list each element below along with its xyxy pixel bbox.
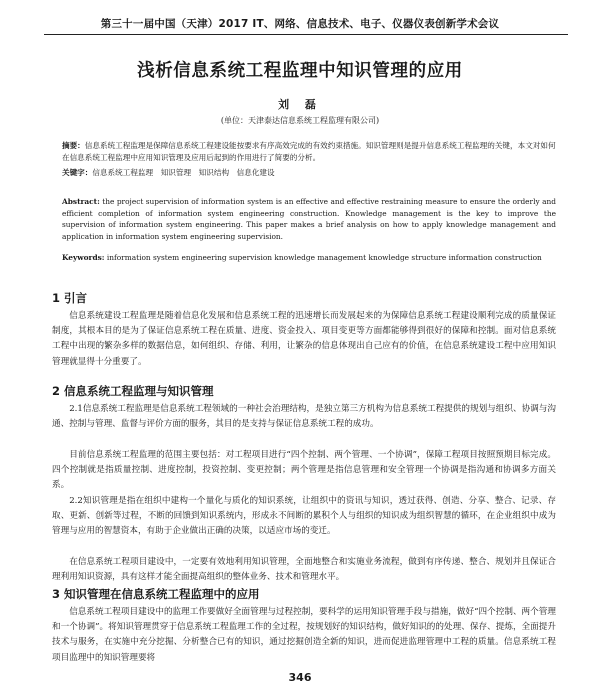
abstract-en-label: Abstract: <box>62 197 100 206</box>
keywords-cn-text: 信息系统工程监理 知识管理 知识结构 信息化建设 <box>92 168 275 177</box>
abstract-cn <box>62 140 556 164</box>
abstract-en-text: the project supervision of information system is an effective and effective restraining measure to ensure the orderly and efficient completion of information system engineering construction. Knowledge management is the key to improve the supervision of information system engineering. This paper makes a brief analysis on how to apply knowledge management and application in information system engineering supervision. <box>62 197 556 241</box>
section-2-paragraph-4: 在信息系统工程项目建设中，一定要有效地利用知识管理，全面地整合和实施业务流程，做到有序传递、整合、规划并且保证合理利用知识资源，具有这样才能全面提高组织的整体业务、技术和管理水平。 <box>52 557 556 583</box>
section-1-heading: 1 引言 <box>52 291 88 305</box>
page-number: 346 <box>288 671 312 684</box>
section-2-paragraph-3: 2.2知识管理是指在组织中建构一个量化与质化的知识系统，让组织中的资讯与知识，透过获得、创造、分享、整合、记录、存取、更新、创新等过程，不断的回馈到知识系统内，形成永不间断的累积个人与组织的知识成为组织智慧的循环，在企业组织中成为管理与应用的智慧资本，有助于企业做出正确的决策，以适应市场的变迁。 <box>52 496 556 537</box>
header-rule <box>44 34 568 35</box>
section-2-paragraph-1: 2.1信息系统工程监理是信息系统工程领域的一种社会治理结构，是独立第三方机构为信息系统工程提供的规划与组织、协调与沟通、控制与管理、监督与评价方面的服务，其目的是支持与保证信息系统工程的成功。 <box>52 404 556 430</box>
keywords-cn <box>62 167 556 178</box>
keywords-en-text: information system engineering supervision knowledge management knowledge structure information construction <box>106 253 542 262</box>
abstract-en <box>62 196 556 242</box>
section-2-heading: 2 信息系统工程监理与知识管理 <box>52 384 214 398</box>
section-1-paragraph-1: 信息系统建设工程监理是随着信息化发展和信息系统工程的迅速增长而发展起来的为保障信息系统工程建设顺利完成的质量保证制度，其根本目的是为了保证信息系统工程在质量、进度、资金投入、项目变更等方面都能够得到很好的保障和控制。面对信息系统工程中出现的繁杂多样的数据信息，如何组织、存储、利用，让繁杂的信息体现出自己应有的价值，在信息系统建设工程中应用知识管理就显得十分重要了。 <box>52 311 556 367</box>
keywords-en-label: Keywords: <box>62 253 105 262</box>
keywords-en <box>62 252 556 264</box>
paper-title: 浅析信息系统工程监理中知识管理的应用 <box>137 61 463 81</box>
author-name: 刘 磊 <box>278 98 322 111</box>
author-affiliation: (单位：天津泰达信息系统工程监理有限公司) <box>220 116 380 125</box>
keywords-cn-label: 关键字： <box>62 168 93 177</box>
abstract-cn-label: 摘要： <box>62 141 85 150</box>
section-3-heading: 3 知识管理在信息系统工程监理中的应用 <box>52 587 260 601</box>
section-3-paragraph-1: 信息系统工程项目建设中的监理工作要做好全面管理与过程控制，要科学的运用知识管理手段与措施，做好“四个控制、两个管理和一个协调”。将知识管理贯穿于信息系统工程监理工作的全过程，按规划好的知识结构，做好知识的的处理、保存、提炼，全面提升技术与服务，在实施中充分挖掘、分析整合已有的知识，通过挖掘创造全新的知识，进而促进监理管理中工程的质量。信息系统工程项目监理中的知识管理要将 <box>52 607 556 663</box>
section-2-paragraph-2: 目前信息系统工程监理的范围主要包括：对工程项目进行“四个控制、两个管理、一个协调”，保障工程项目按照预期目标完成。四个控制就是指质量控制、进度控制，投资控制、变更控制；两个管理是指信息管理和安全管理一个协调是指沟通和协调多方面关系。 <box>52 450 556 491</box>
conference-header: 第三十一届中国（天津）2017 IT、网络、信息技术、电子、仪器仪表创新学术会议 <box>100 18 500 30</box>
abstract-cn-text: 信息系统工程监理是保障信息系统工程建设能按要求有序高效完成的有效约束措施。知识管理则是提升信息系统工程监理的关键，本文对如何在信息系统工程监理中应用知识管理及应用后起到的作用进行了简要的分析。 <box>62 141 556 162</box>
